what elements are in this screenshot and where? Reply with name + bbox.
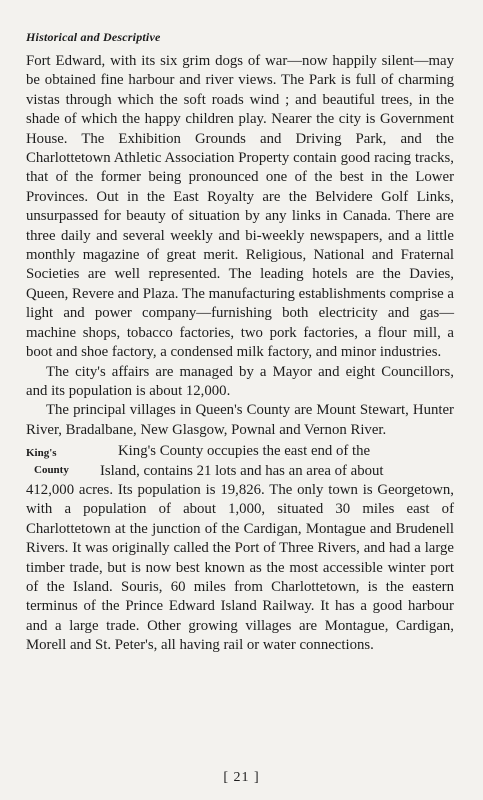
page-body xyxy=(26,52,454,656)
running-head: Historical and Descriptive xyxy=(26,30,161,44)
section-second-line: Island, contains 21 lots and has an area of about xyxy=(100,462,384,479)
paragraph-queens-villages: The principal villages in Queen's County are Mount Stewart, Hunter River, Bradalbane, New Glasgow, Pownal and Vernon River. xyxy=(26,402,454,438)
section-first-line: King's County occupies the east end of the xyxy=(118,443,371,460)
margin-label-line1: King's xyxy=(26,447,57,460)
section-kings-county xyxy=(26,442,454,655)
margin-label-line2: County xyxy=(34,464,69,477)
margin-label xyxy=(26,445,78,479)
page-number: [ 21 ] xyxy=(223,770,260,785)
paragraph-kings-county: 412,000 acres. Its population is 19,826. The only town is Georgetown, with a population of about 1,000, situated 30 miles east of Charlottetown at the junction of the Cardigan, Montague and Brudenell Rivers. It was originally called the Port of Three Rivers, and had a large timber trade, but is now best known as the most accessible winter port of the Island. Souris, 60 miles from Charlottetown, is the eastern terminus of the Prince Edward Island Railway. It has a good harbour and a large trade. Other growing villages are Montague, Cardigan, Morell and St. Peter's, all having rail or water connections. xyxy=(26,481,454,654)
paragraph-fort-edward: Fort Edward, with its six grim dogs of war—now happily silent—may be obtained fine harbour and river views. The Park is full of charming vistas through which the soft roads wind ; and beautiful trees, in the shade of which the happy children play. Nearer the city is Government House. The Exhibition Grounds and Driving Park, and the Charlottetown Athletic Association Property contain good racing tracks, that of the former being pronounced one of the best in the Lower Provinces. Out in the East Royalty are the Belvidere Golf Links, unsurpassed for beauty of situation by any links in Canada. There are three daily and several weekly and bi-weekly newspapers, and a little monthly magazine of great merit. Religious, National and Fraternal Societies are well represented. The leading hotels are the Davies, Queen, Revere and Plaza. The manufacturing establishments comprise a light and power company—furnishing both electricity and gas—machine shops, tobacco factories, two pork factories, a flour mill, a boot and shoe factory, a condensed milk factory, and minor industries. xyxy=(26,53,454,361)
paragraph-city-affairs: The city's affairs are managed by a Mayor and eight Councillors, and its population is about 12,000. xyxy=(26,363,454,399)
